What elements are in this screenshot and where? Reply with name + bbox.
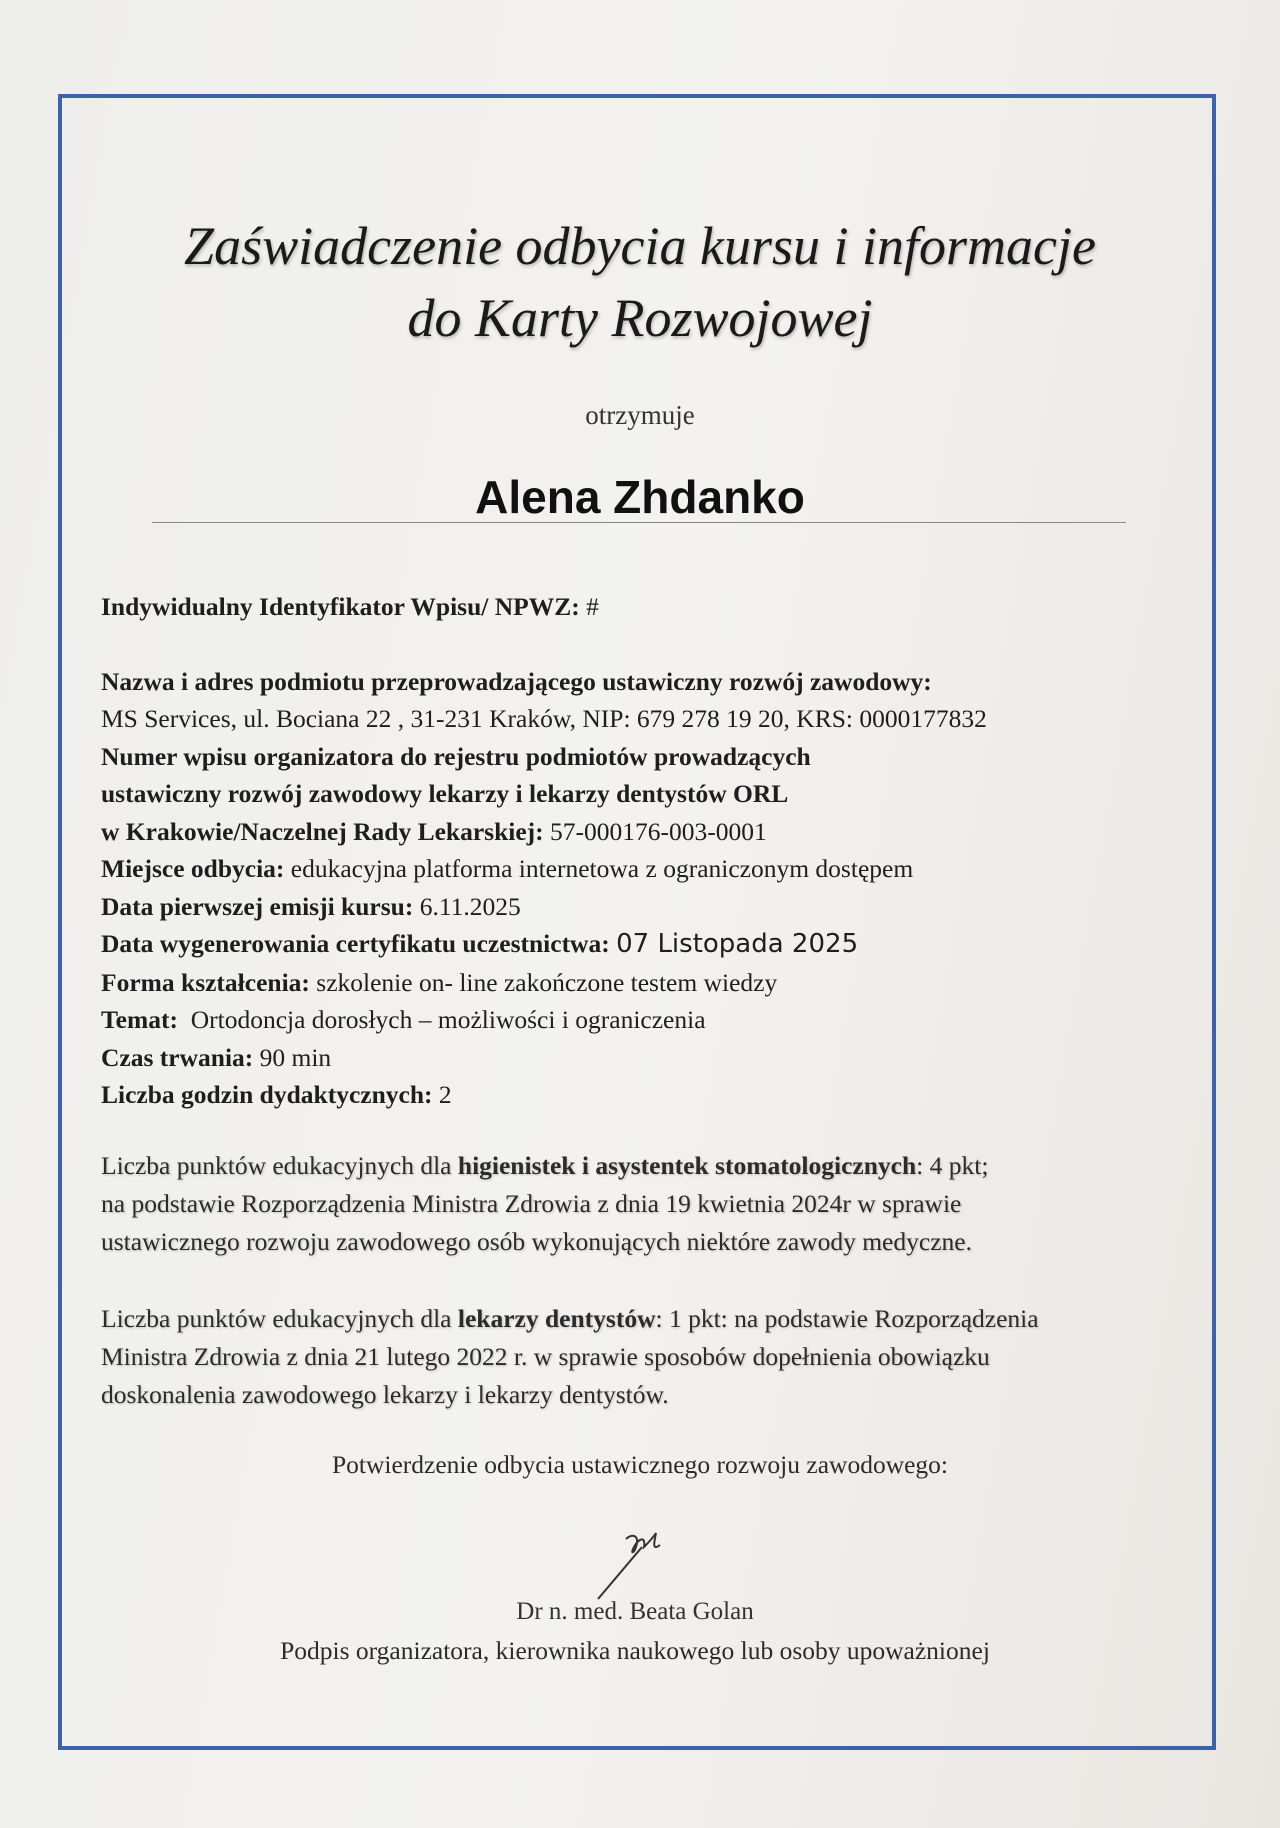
hours-label: Liczba godzin dydaktycznych: [101,1080,433,1109]
receives-label: otrzymuje [585,400,695,430]
confirmation-text: Potwierdzenie odbycia ustawicznego rozwoju zawodowego: [331,1450,949,1479]
npwz-row [101,588,1181,626]
topic-label: Temat: [101,1005,178,1034]
title-line-1: Zaświadczenie odbycia kursu i informacje [184,216,1096,276]
provider-label [101,663,1181,701]
npwz-label: Indywidualny Identyfikator Wpisu/ NPWZ: [101,592,580,621]
first-emission-label: Data pierwszej emisji kursu: [101,891,414,921]
generated-value: 07 Listopada 2025 [616,929,859,959]
place-label: Miejsce odbycia: [101,854,285,883]
certificate-title [0,210,1280,354]
provider-label-text: Nazwa i adres podmiotu przeprowadzającego ustawiczny rozwój zawodowy: [101,666,932,696]
signer-role: Podpis organizatora, kierownika naukowego lub osoby upoważnionej [280,1636,990,1665]
form-label: Forma kształcenia: [101,967,310,997]
first-emission-value: 6.11.2025 [419,891,521,921]
text: Ministra Zdrowia z dnia 21 lutego 2022 r. w sprawie sposobów dopełnienia obowiązku [101,1342,990,1371]
signer-name: Dr n. med. Beata Golan [516,1598,754,1625]
hours-value: 2 [438,1080,452,1109]
dentist-points-paragraph [101,1300,1181,1414]
text: Liczba punktów edukacyjnych dla [101,1304,452,1333]
name-underline [152,522,1126,523]
npwz-value: # [586,592,599,621]
title-line-2: do Karty Rozwojowej [407,288,873,348]
topic-value: Ortodoncja dorosłych – możliwości i ograniczenia [190,1005,706,1034]
hygienist-points: : 4 pkt; [916,1151,989,1180]
provider-value: MS Services, ul. Bociana 22 , 31-231 Kraków, NIP: 679 278 19 20, KRS: 0000177832 [101,704,987,733]
text: doskonalenia zawodowego lekarzy i lekarzy dentystów. [101,1380,669,1409]
registry-label-3: w Krakowie/Naczelnej Rady Lekarskiej: [101,816,544,846]
registry-value: 57-000176-003-0001 [550,816,767,846]
course-details [101,588,1181,1114]
signature-icon [590,1525,680,1605]
form-value: szkolenie on- line zakończone testem wiedzy [316,967,778,997]
generated-label: Data wygenerowania certyfikatu uczestnictwa: [101,929,610,958]
duration-label: Czas trwania: [101,1042,254,1072]
registry-label-1: Numer wpisu organizatora do rejestru podmiotów prowadzących [101,741,811,771]
hygienist-points-paragraph [101,1147,1181,1261]
recipient-name: Alena Zhdanko [475,471,805,523]
text: Liczba punktów edukacyjnych dla [101,1151,452,1180]
hygienists-bold: higienistek i asystentek stomatologicznych [457,1151,917,1180]
dentist-points: : 1 pkt: na podstawie Rozporządzenia [655,1304,1039,1333]
dentists-bold: lekarzy dentystów [457,1304,656,1333]
text: na podstawie Rozporządzenia Ministra Zdrowia z dnia 19 kwietnia 2024r w sprawie [101,1189,962,1218]
registry-label-2: ustawiczny rozwój zawodowy lekarzy i lekarzy dentystów ORL [101,779,789,808]
text: ustawicznego rozwoju zawodowego osób wykonujących niektóre zawody medyczne. [101,1227,972,1256]
place-value: edukacyjna platforma internetowa z ograniczonym dostępem [290,854,914,883]
duration-value: 90 min [259,1042,332,1072]
